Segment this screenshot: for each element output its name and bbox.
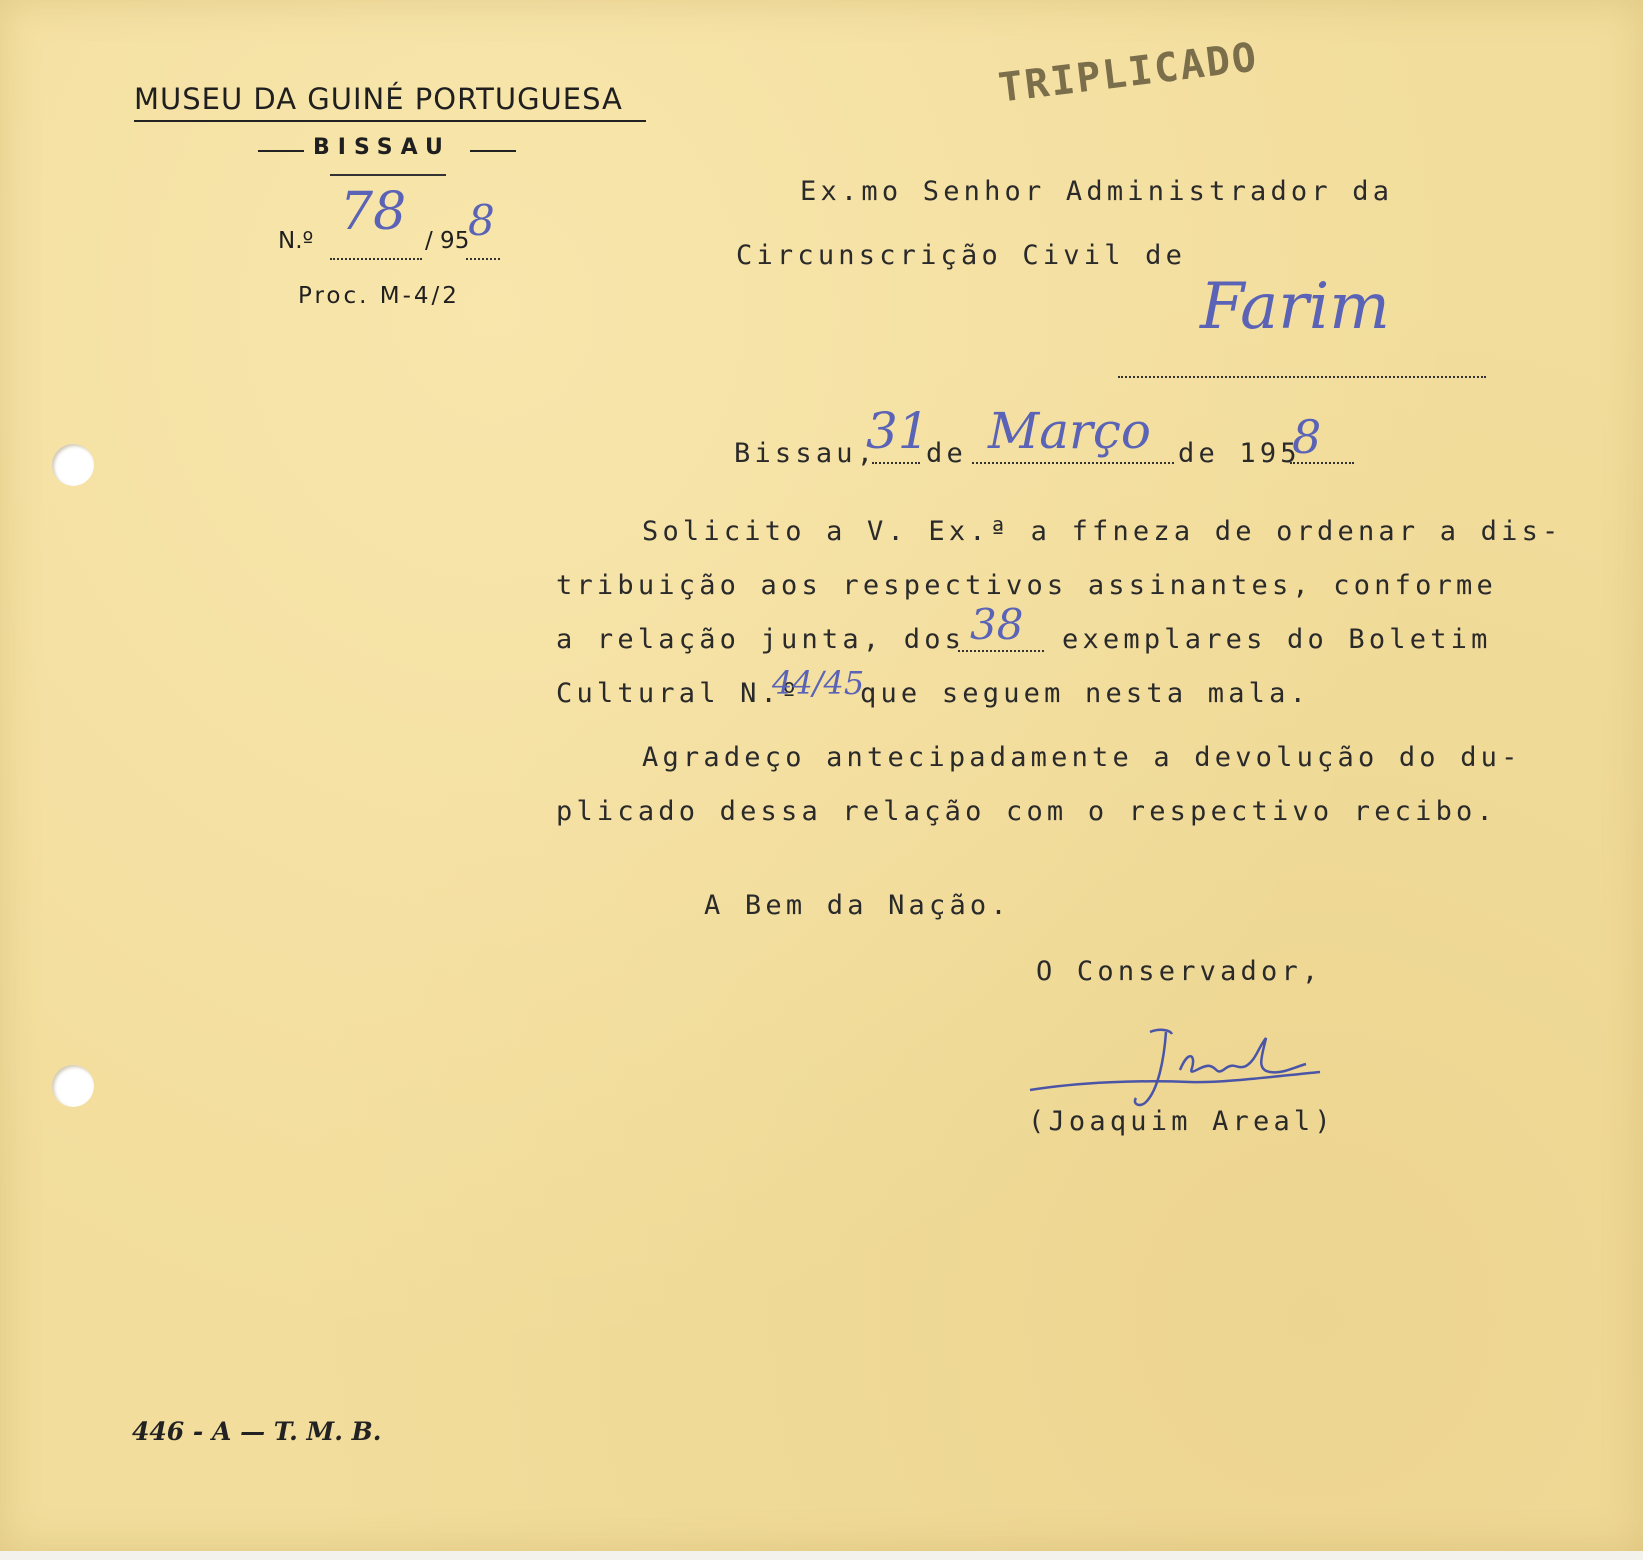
triplicate-stamp: TRIPLICADO <box>996 34 1261 112</box>
number-overline <box>330 174 446 176</box>
handwritten-bulletin-number: 44/45 <box>772 664 865 702</box>
form-code: 446 - A — T. M. B. <box>132 1417 382 1446</box>
closing-salutation: A Bem da Nação. <box>704 890 1011 921</box>
punch-hole <box>52 1065 94 1107</box>
body-paragraph-2-line-1: Agradeço antecipadamente a devolução do du- <box>642 742 1522 773</box>
body-paragraph-1-line-4a: Cultural N.º <box>556 678 802 709</box>
letterhead-rule <box>134 120 646 122</box>
day-dotted-line <box>872 462 920 464</box>
handwritten-place: Farim <box>1200 270 1390 344</box>
handwritten-number: 78 <box>340 182 407 242</box>
handwritten-copies: 38 <box>970 600 1024 649</box>
letterhead-city: BISSAU <box>313 135 451 160</box>
body-paragraph-1-line-3a: a relação junta, dos <box>556 624 966 655</box>
closing-title: O Conservador, <box>1036 956 1323 987</box>
signatory-name: (Joaquim Areal) <box>1028 1106 1335 1137</box>
body-paragraph-1-line-4b: que seguem nesta mala. <box>860 678 1311 709</box>
place-dotted-line <box>1118 376 1486 378</box>
handwritten-day: 31 <box>866 402 930 460</box>
institution-name: MUSEU DA GUINÉ PORTUGUESA <box>134 82 623 116</box>
number-dotted-line <box>330 258 422 260</box>
body-paragraph-1-line-3b: exemplares do Boletim <box>1062 624 1492 655</box>
punch-hole <box>52 444 94 486</box>
year-prefix: / 95 <box>425 228 470 254</box>
body-paragraph-1-line-2: tribuição aos respectivos assinantes, conforme <box>556 570 1497 601</box>
number-label: N.º <box>278 228 314 254</box>
addressee-line-2: Circunscrição Civil de <box>736 240 1187 271</box>
city-rule-right <box>470 150 516 152</box>
date-city: Bissau, <box>734 438 878 469</box>
month-dotted-line <box>972 462 1174 464</box>
scan-margin <box>0 1551 1643 1560</box>
handwritten-month: Março <box>988 402 1152 460</box>
year-dotted-line <box>466 258 500 260</box>
handwritten-year: 8 <box>468 196 495 245</box>
copies-dotted-line <box>958 650 1044 652</box>
body-paragraph-2-line-2: plicado dessa relação com o respectivo recibo. <box>556 796 1497 827</box>
city-rule-left <box>258 150 304 152</box>
body-paragraph-1-line-1: Solicito a V. Ex.ª a ffneza de ordenar a dis- <box>642 516 1563 547</box>
date-de-2-year: de 195 <box>1178 438 1301 469</box>
process-number: Proc. M-4/2 <box>298 283 460 309</box>
addressee-line-1: Ex.mo Senhor Administrador da <box>800 176 1394 207</box>
handwritten-date-year: 8 <box>1292 410 1322 464</box>
date-de-1: de <box>926 438 967 469</box>
